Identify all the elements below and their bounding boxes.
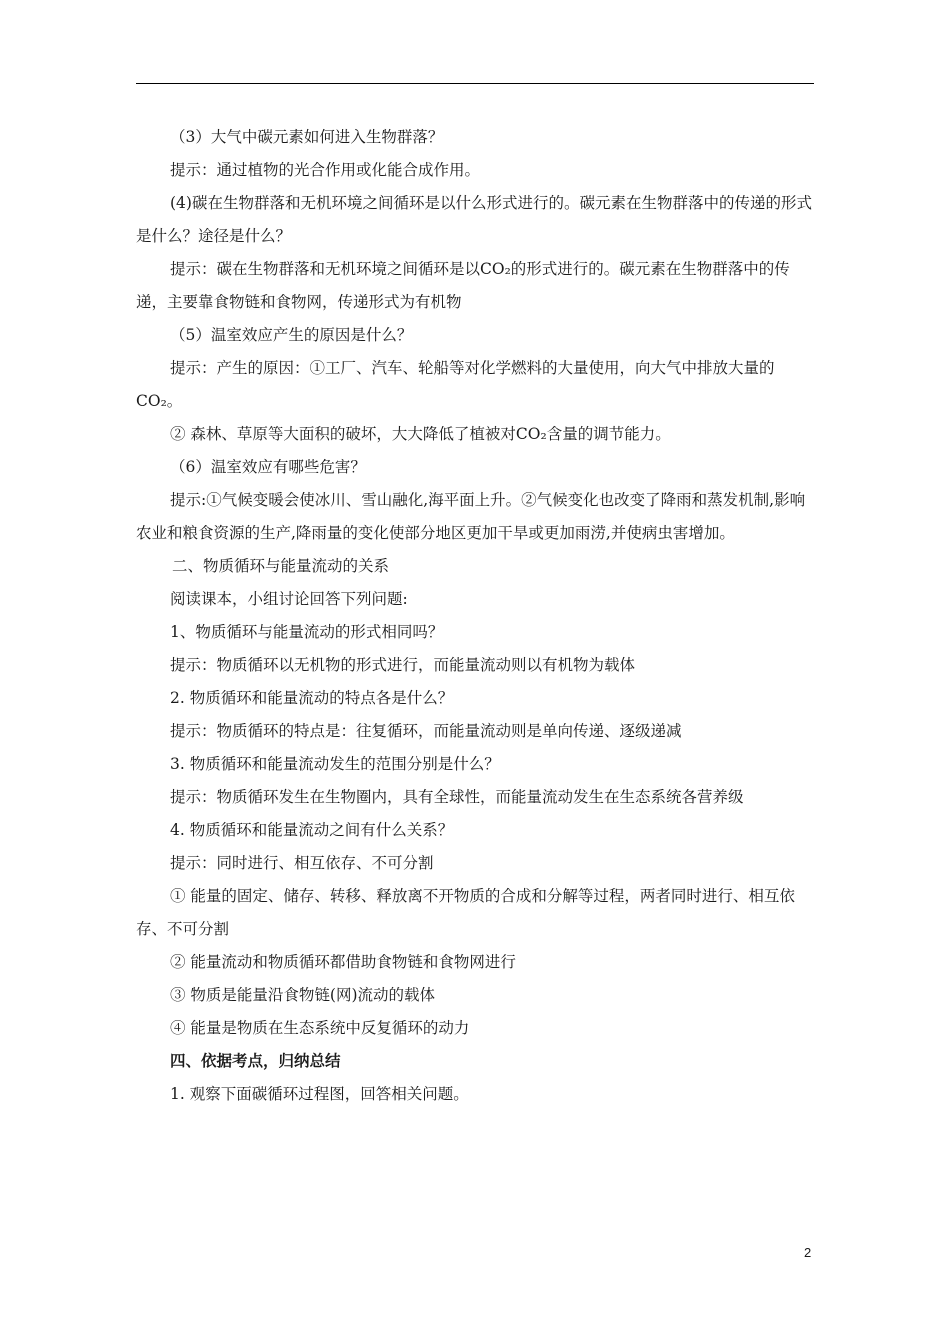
hint-6: 提示:①气候变暖会使冰川、雪山融化,海平面上升。②气候变化也改变了降雨和蒸发机制,影响农业和粮食资源的生产,降雨量的变化使部分地区更加干旱或更加雨涝,并使病虫害增加。 — [136, 491, 806, 542]
header-rule — [136, 83, 814, 84]
hint-5-b: ② 森林、草原等大面积的破坏，大大降低了植被对CO₂含量的调节能力。 — [170, 425, 671, 443]
relation-hint-2: 提示：物质循环的特点是：往复循环，而能量流动则是单向传递、逐级递减 — [170, 722, 682, 740]
relation-point-3: ③ 物质是能量沿食物链(网)流动的载体 — [170, 986, 436, 1004]
hint-5-a: 提示：产生的原因：①工厂、汽车、轮船等对化学燃料的大量使用，向大气中排放大量的CO₂。 — [136, 359, 775, 410]
section-heading-4: 四、依据考点，归纳总结 — [170, 1052, 341, 1070]
relation-hint-4: 提示：同时进行、相互依存、不可分割 — [170, 854, 434, 872]
relation-point-1: ① 能量的固定、储存、转移、释放离不开物质的合成和分解等过程，两者同时进行、相互依存、不可分割 — [136, 887, 795, 938]
relation-question-1: 1、物质循环与能量流动的形式相同吗？ — [170, 623, 444, 641]
page-number: 2 — [804, 1245, 812, 1260]
relation-question-4: 4. 物质循环和能量流动之间有什么关系？ — [170, 821, 454, 839]
relation-point-4: ④ 能量是物质在生态系统中反复循环的动力 — [170, 1019, 470, 1037]
relation-question-2: 2. 物质循环和能量流动的特点各是什么？ — [170, 689, 454, 707]
section-heading-2: 二、物质循环与能量流动的关系 — [172, 557, 390, 575]
question-5: （5）温室效应产生的原因是什么？ — [170, 326, 413, 344]
question-6: （6）温室效应有哪些危害？ — [170, 458, 366, 476]
instruction: 阅读课本，小组讨论回答下列问题: — [170, 590, 408, 608]
question-3: （3）大气中碳元素如何进入生物群落？ — [170, 128, 444, 146]
question-4: (4)碳在生物群落和无机环境之间循环是以什么形式进行的。碳元素在生物群落中的传递的形式是什么？途径是什么？ — [136, 194, 812, 245]
hint-4: 提示：碳在生物群落和无机环境之间循环是以CO₂的形式进行的。碳元素在生物群落中的传递，主要靠食物链和食物网，传递形式为有机物 — [136, 260, 790, 311]
relation-question-3: 3. 物质循环和能量流动发生的范围分别是什么？ — [170, 755, 500, 773]
document-body — [136, 121, 814, 1111]
relation-hint-1: 提示：物质循环以无机物的形式进行，而能量流动则以有机物为载体 — [170, 656, 636, 674]
hint-3: 提示：通过植物的光合作用或化能合成作用。 — [170, 161, 481, 179]
relation-hint-3: 提示：物质循环发生在生物圈内，具有全球性，而能量流动发生在生态系统各营养级 — [170, 788, 744, 806]
relation-point-2: ② 能量流动和物质循环都借助食物链和食物网进行 — [170, 953, 516, 971]
exercise-1: 1. 观察下面碳循环过程图，回答相关问题。 — [170, 1085, 469, 1103]
